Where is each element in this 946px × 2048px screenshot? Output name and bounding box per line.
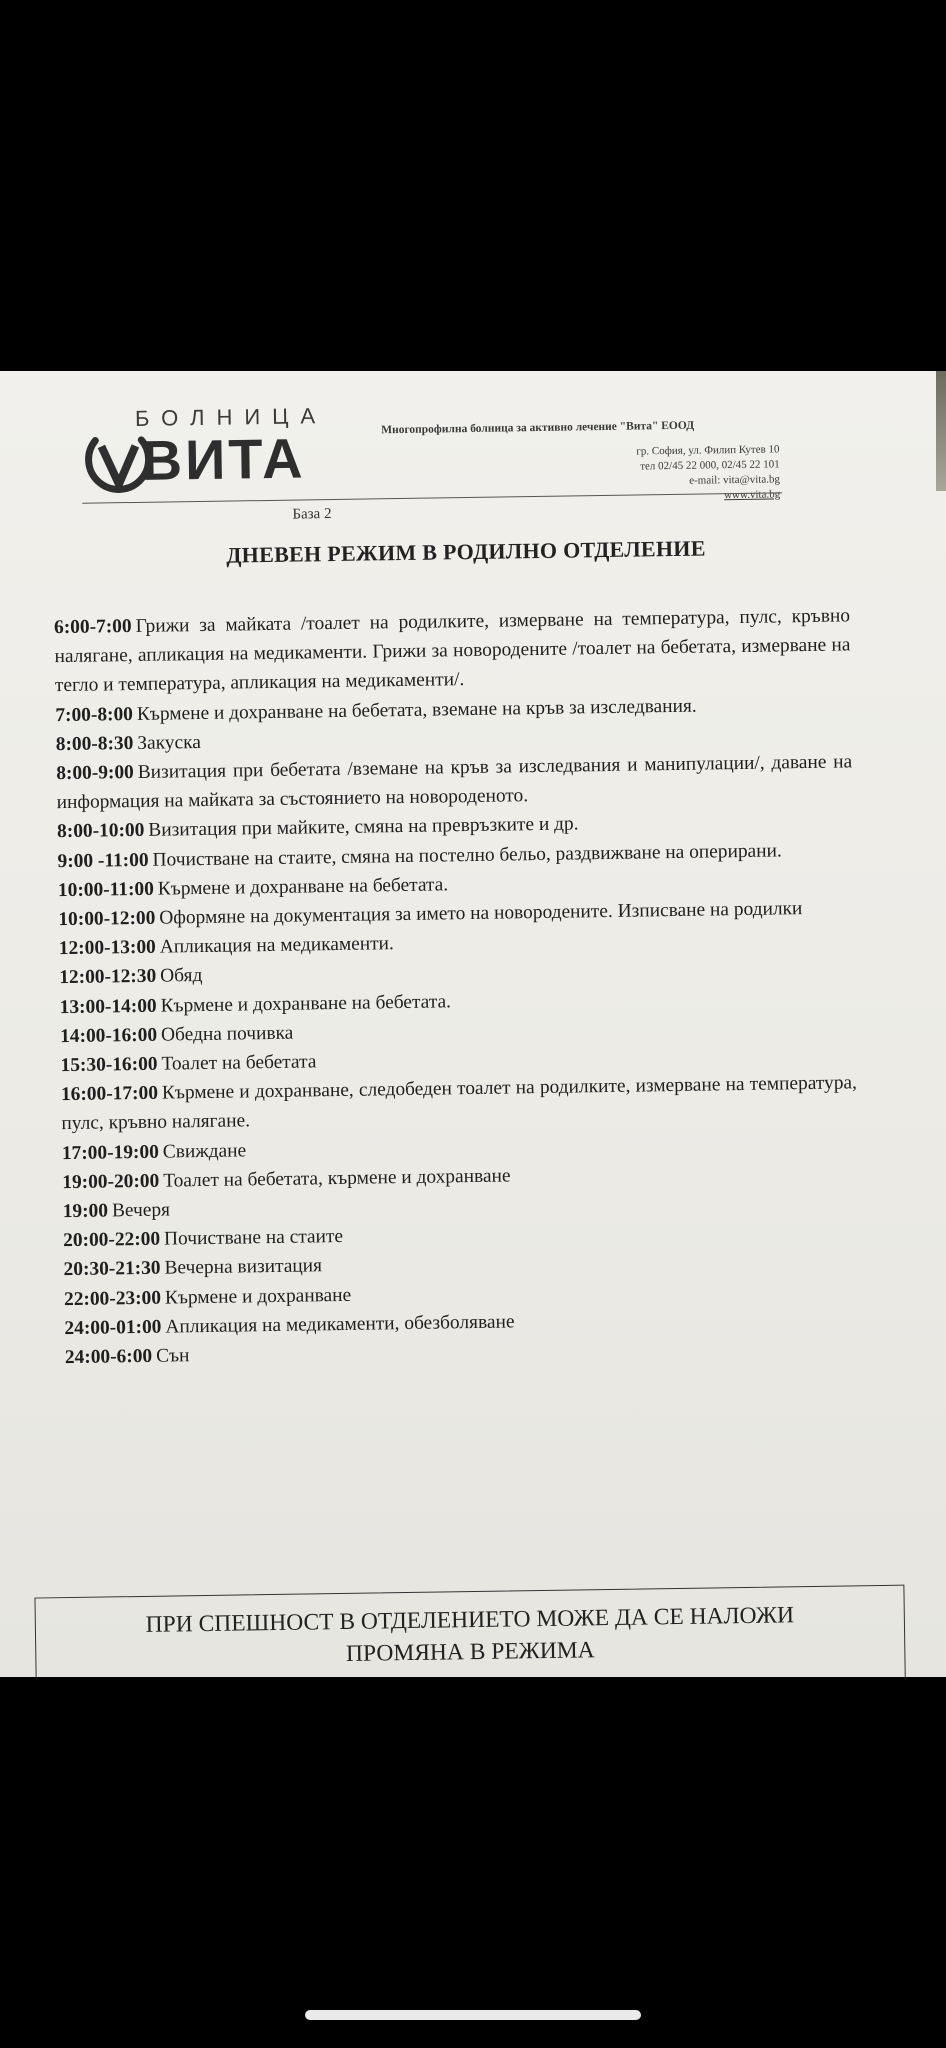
schedule-time: 9:00 -11:00 bbox=[57, 849, 149, 872]
schedule-description: Сън bbox=[155, 1345, 190, 1367]
schedule-list bbox=[54, 601, 861, 1372]
schedule-time: 20:00-22:00 bbox=[63, 1228, 161, 1252]
schedule-description: Обяд bbox=[160, 965, 203, 988]
schedule-time: 12:00-12:30 bbox=[59, 966, 157, 989]
document-photo bbox=[0, 371, 946, 1677]
schedule-time: 24:00-01:00 bbox=[64, 1316, 162, 1339]
schedule-description: Вечерна визитация bbox=[164, 1255, 323, 1280]
schedule-time: 7:00-8:00 bbox=[55, 703, 134, 726]
schedule-description: Свиждане bbox=[162, 1140, 247, 1163]
schedule-entry bbox=[54, 601, 851, 700]
schedule-description: Обедна почивка bbox=[160, 1022, 294, 1046]
logo-branch-text: База 2 bbox=[292, 506, 332, 523]
schedule-description: Грижи за майката /тоалет на родилките, измерване на температура, пулс, кръвно налягане, апликация на медикаменти. Грижи за новородените /тоалет на бебетата, измерване на тегло и температура, апликация на медикаменти/. bbox=[54, 605, 851, 697]
schedule-time: 8:00-8:30 bbox=[55, 732, 134, 755]
email-line: e-mail: vita@vita.bg bbox=[689, 473, 781, 487]
schedule-description: Вечеря bbox=[111, 1199, 171, 1222]
document-title: ДНЕВЕН РЕЖИМ В РОДИЛНО ОТДЕЛЕНИЕ bbox=[226, 535, 706, 568]
schedule-time: 16:00-17:00 bbox=[60, 1082, 159, 1106]
schedule-description: Кърмене и дохранване, следобеден тоалет на родилките, измерване на температура, пулс, кръвно налягане. bbox=[61, 1072, 858, 1135]
schedule-time: 22:00-23:00 bbox=[63, 1287, 162, 1310]
notice-line-1: ПРИ СПЕШНОСТ В ОТДЕЛЕНИЕТО МОЖЕ ДА СЕ НАЛОЖИ bbox=[145, 1602, 795, 1638]
schedule-time: 10:00-12:00 bbox=[58, 907, 156, 931]
website-line: www.vita.bg bbox=[723, 488, 781, 502]
schedule-description: Кърмене и дохранване bbox=[164, 1284, 352, 1309]
schedule-time: 17:00-19:00 bbox=[61, 1141, 159, 1164]
schedule-time: 14:00-16:00 bbox=[59, 1024, 158, 1047]
schedule-description: Почистване на стаите, смяна на постелно бельо, раздвижване на оперирани. bbox=[152, 840, 782, 871]
schedule-description: Оформяне на документация за името на новородените. Изписване на родилки bbox=[159, 898, 803, 929]
address-line: гр. София, ул. Филип Кутев 10 bbox=[636, 443, 780, 458]
schedule-description: Кърмене и дохранване на бебетата. bbox=[157, 874, 449, 900]
schedule-description: Визитация при майките, смяна на превръзките и др. bbox=[148, 813, 579, 842]
schedule-description: Кърмене и дохранване на бебетата, вземане на кръв за изследвания. bbox=[136, 695, 697, 725]
schedule-time: 6:00-7:00 bbox=[53, 616, 132, 639]
schedule-time: 20:30-21:30 bbox=[63, 1258, 161, 1281]
schedule-time: 8:00-10:00 bbox=[56, 820, 145, 843]
logo-main-text: ВИТА bbox=[141, 426, 306, 492]
schedule-time: 19:00 bbox=[62, 1200, 109, 1223]
schedule-description: Тоалет на бебетата, кърмене и дохранване bbox=[163, 1165, 511, 1192]
schedule-time: 13:00-14:00 bbox=[59, 995, 157, 1018]
phone-line: тел 02/45 22 000, 02/45 22 101 bbox=[640, 458, 780, 473]
schedule-description: Визитация при бебетата /вземане на кръв за изследвания и манипулации/, даване на информация на майката за състоянието на новороденото. bbox=[56, 751, 853, 814]
home-indicator-bar[interactable] bbox=[305, 2010, 641, 2020]
schedule-time: 15:30-16:00 bbox=[60, 1053, 158, 1077]
organization-name: Многопрофилна болница за активно лечение "Вита" ЕООД bbox=[381, 419, 695, 437]
schedule-time: 8:00-9:00 bbox=[56, 762, 134, 785]
schedule-description: Почистване на стаите bbox=[163, 1226, 344, 1250]
notice-line-2: ПРОМЯНА В РЕЖИМА bbox=[345, 1637, 595, 1667]
schedule-time: 12:00-13:00 bbox=[58, 936, 156, 960]
schedule-description: Апликация на медикаменти. bbox=[159, 933, 394, 958]
paper-sheet bbox=[0, 371, 946, 1677]
notice-box bbox=[34, 1585, 905, 1677]
schedule-time: 24:00-6:00 bbox=[64, 1345, 153, 1369]
schedule-time: 19:00-20:00 bbox=[62, 1170, 160, 1193]
schedule-description: Закуска bbox=[137, 731, 202, 754]
schedule-description: Апликация на медикаменти, обезболяване bbox=[165, 1311, 515, 1338]
schedule-description: Кърмене и дохранване на бебетата. bbox=[160, 990, 452, 1017]
schedule-time: 10:00-11:00 bbox=[57, 878, 154, 901]
schedule-description: Тоалет на бебетата bbox=[161, 1051, 317, 1075]
logo-top-text: БОЛНИЦА bbox=[134, 403, 328, 431]
